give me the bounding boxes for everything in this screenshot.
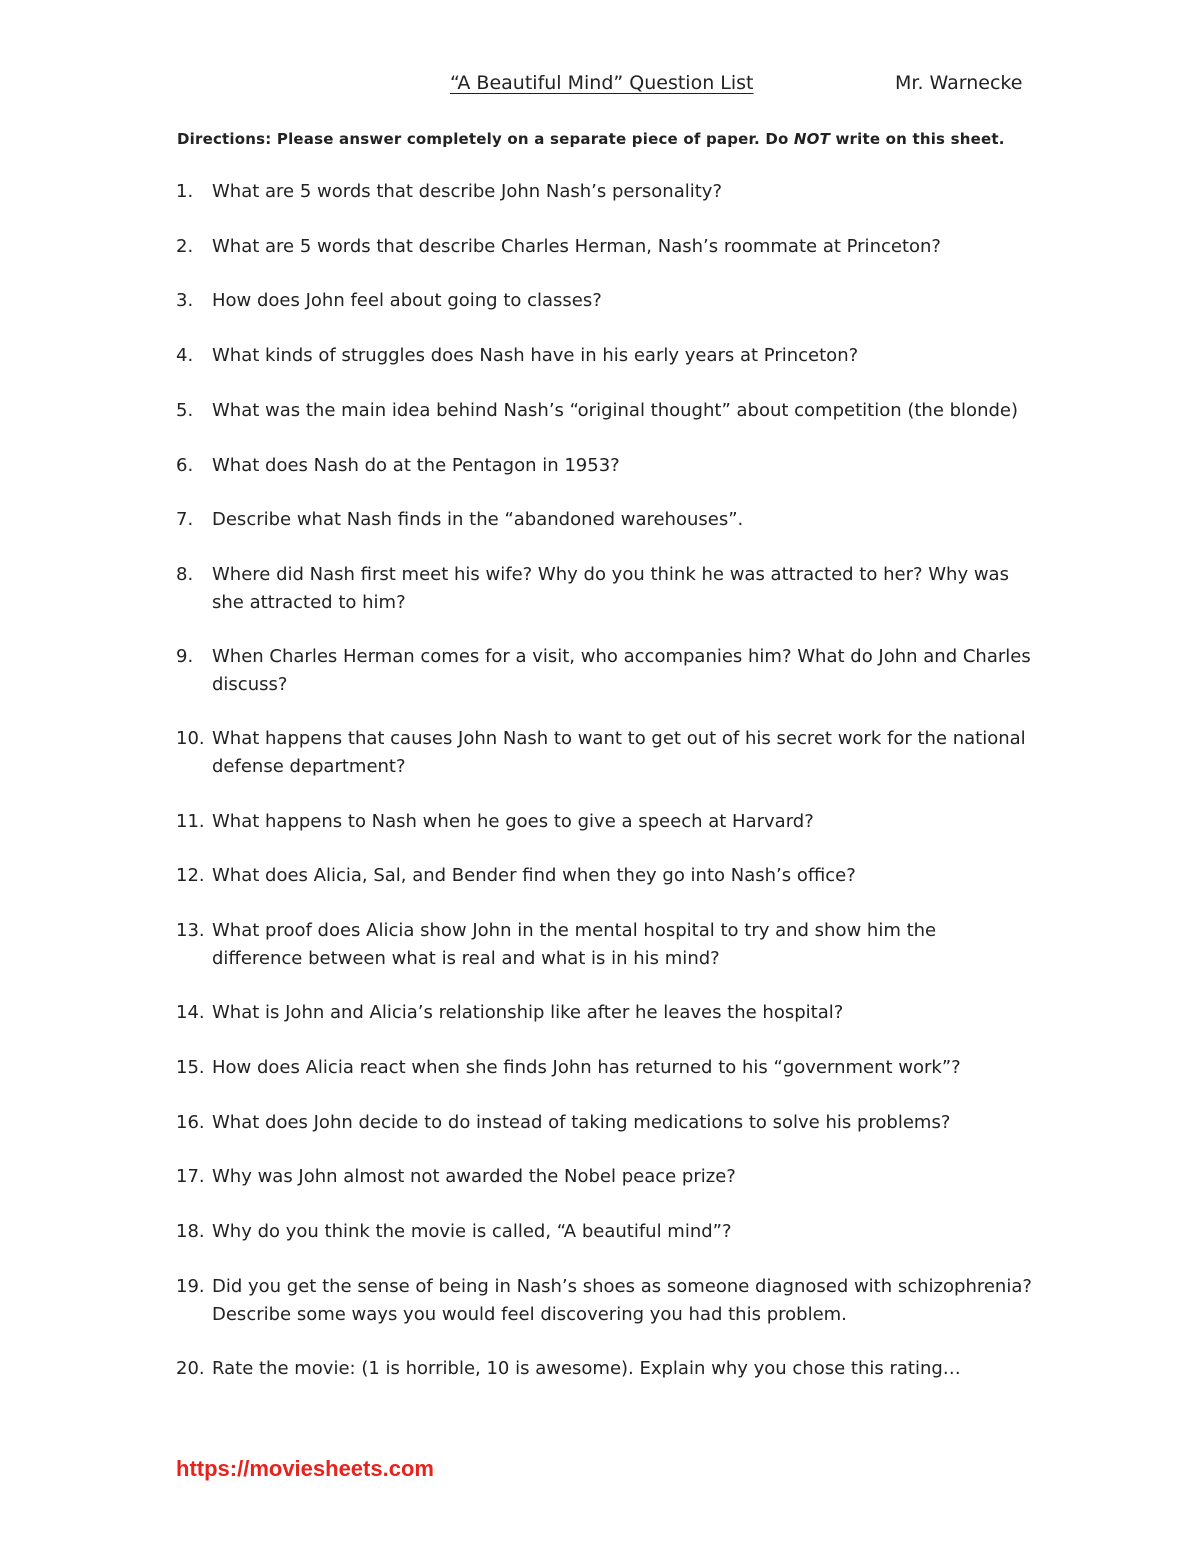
question-item [176,862,1036,890]
question-text: What does John decide to do instead of taking medications to solve his problems? [212,1112,951,1133]
question-number: 8. [176,564,194,585]
question-item [176,1109,1036,1137]
question-item [176,999,1036,1027]
question-item [176,1218,1036,1246]
question-number: 15. [176,1057,205,1078]
question-text: What was the main idea behind Nash’s “original thought” about competition (the blonde) [212,400,1019,421]
question-number: 9. [176,646,194,667]
question-text: What proof does Alicia show John in the mental hospital to try and show him the difference between what is real and what is in his mind? [212,920,937,969]
question-item [176,725,1036,781]
question-text: Describe what Nash finds in the “abandoned warehouses”. [212,509,744,530]
question-item [176,643,1036,699]
question-item [176,178,1036,206]
question-number: 17. [176,1166,205,1187]
directions [177,130,1005,148]
question-item [176,1163,1036,1191]
question-number: 13. [176,920,205,941]
question-item [176,233,1036,261]
question-text: Where did Nash first meet his wife? Why do you think he was attracted to her? Why was she attracted to him? [212,564,1009,613]
directions-text-end: write on this sheet. [830,130,1005,148]
question-item [176,1273,1036,1329]
question-text: What kinds of struggles does Nash have in his early years at Princeton? [212,345,859,366]
question-text: What happens to Nash when he goes to give a speech at Harvard? [212,811,814,832]
question-text: What happens that causes John Nash to want to get out of his secret work for the national defense department? [212,728,1026,777]
question-item [176,1355,1036,1383]
page-title: “A Beautiful Mind” Question List [450,72,754,94]
question-item [176,561,1036,617]
question-item [176,287,1036,315]
question-item [176,342,1036,370]
question-number: 18. [176,1221,205,1242]
question-number: 4. [176,345,194,366]
question-number: 12. [176,865,205,886]
question-number: 2. [176,236,194,257]
question-item [176,917,1036,973]
question-number: 1. [176,181,194,202]
question-number: 7. [176,509,194,530]
question-text: What are 5 words that describe John Nash’s personality? [212,181,722,202]
question-number: 6. [176,455,194,476]
question-number: 3. [176,290,194,311]
question-text: What is John and Alicia’s relationship like after he leaves the hospital? [212,1002,844,1023]
question-item [176,506,1036,534]
question-number: 14. [176,1002,205,1023]
question-text: Why was John almost not awarded the Nobel peace prize? [212,1166,736,1187]
question-item [176,808,1036,836]
question-item [176,1054,1036,1082]
question-number: 20. [176,1358,205,1379]
question-text: Did you get the sense of being in Nash’s shoes as someone diagnosed with schizophrenia? Describe some ways you would feel discovering you had this problem. [212,1276,1032,1325]
question-text: What does Alicia, Sal, and Bender find when they go into Nash’s office? [212,865,856,886]
question-text: Why do you think the movie is called, “A beautiful mind”? [212,1221,732,1242]
question-number: 10. [176,728,205,749]
question-text: How does Alicia react when she finds John has returned to his “government work”? [212,1057,961,1078]
question-number: 16. [176,1112,205,1133]
question-text: When Charles Herman comes for a visit, who accompanies him? What do John and Charles discuss? [212,646,1031,695]
question-item [176,452,1036,480]
directions-text: Directions: Please answer completely on a separate piece of paper. Do [177,130,794,148]
question-item [176,397,1036,425]
question-number: 5. [176,400,194,421]
question-number: 19. [176,1276,205,1297]
question-text: How does John feel about going to classes? [212,290,602,311]
teacher-name: Mr. Warnecke [895,72,1023,94]
question-text: Rate the movie: (1 is horrible, 10 is awesome). Explain why you chose this rating… [212,1358,961,1379]
website-link[interactable]: https://moviesheets.com [176,1456,434,1481]
question-text: What does Nash do at the Pentagon in 1953? [212,455,620,476]
directions-emphasis: NOT [793,130,831,148]
question-text: What are 5 words that describe Charles Herman, Nash’s roommate at Princeton? [212,236,941,257]
question-number: 11. [176,811,205,832]
